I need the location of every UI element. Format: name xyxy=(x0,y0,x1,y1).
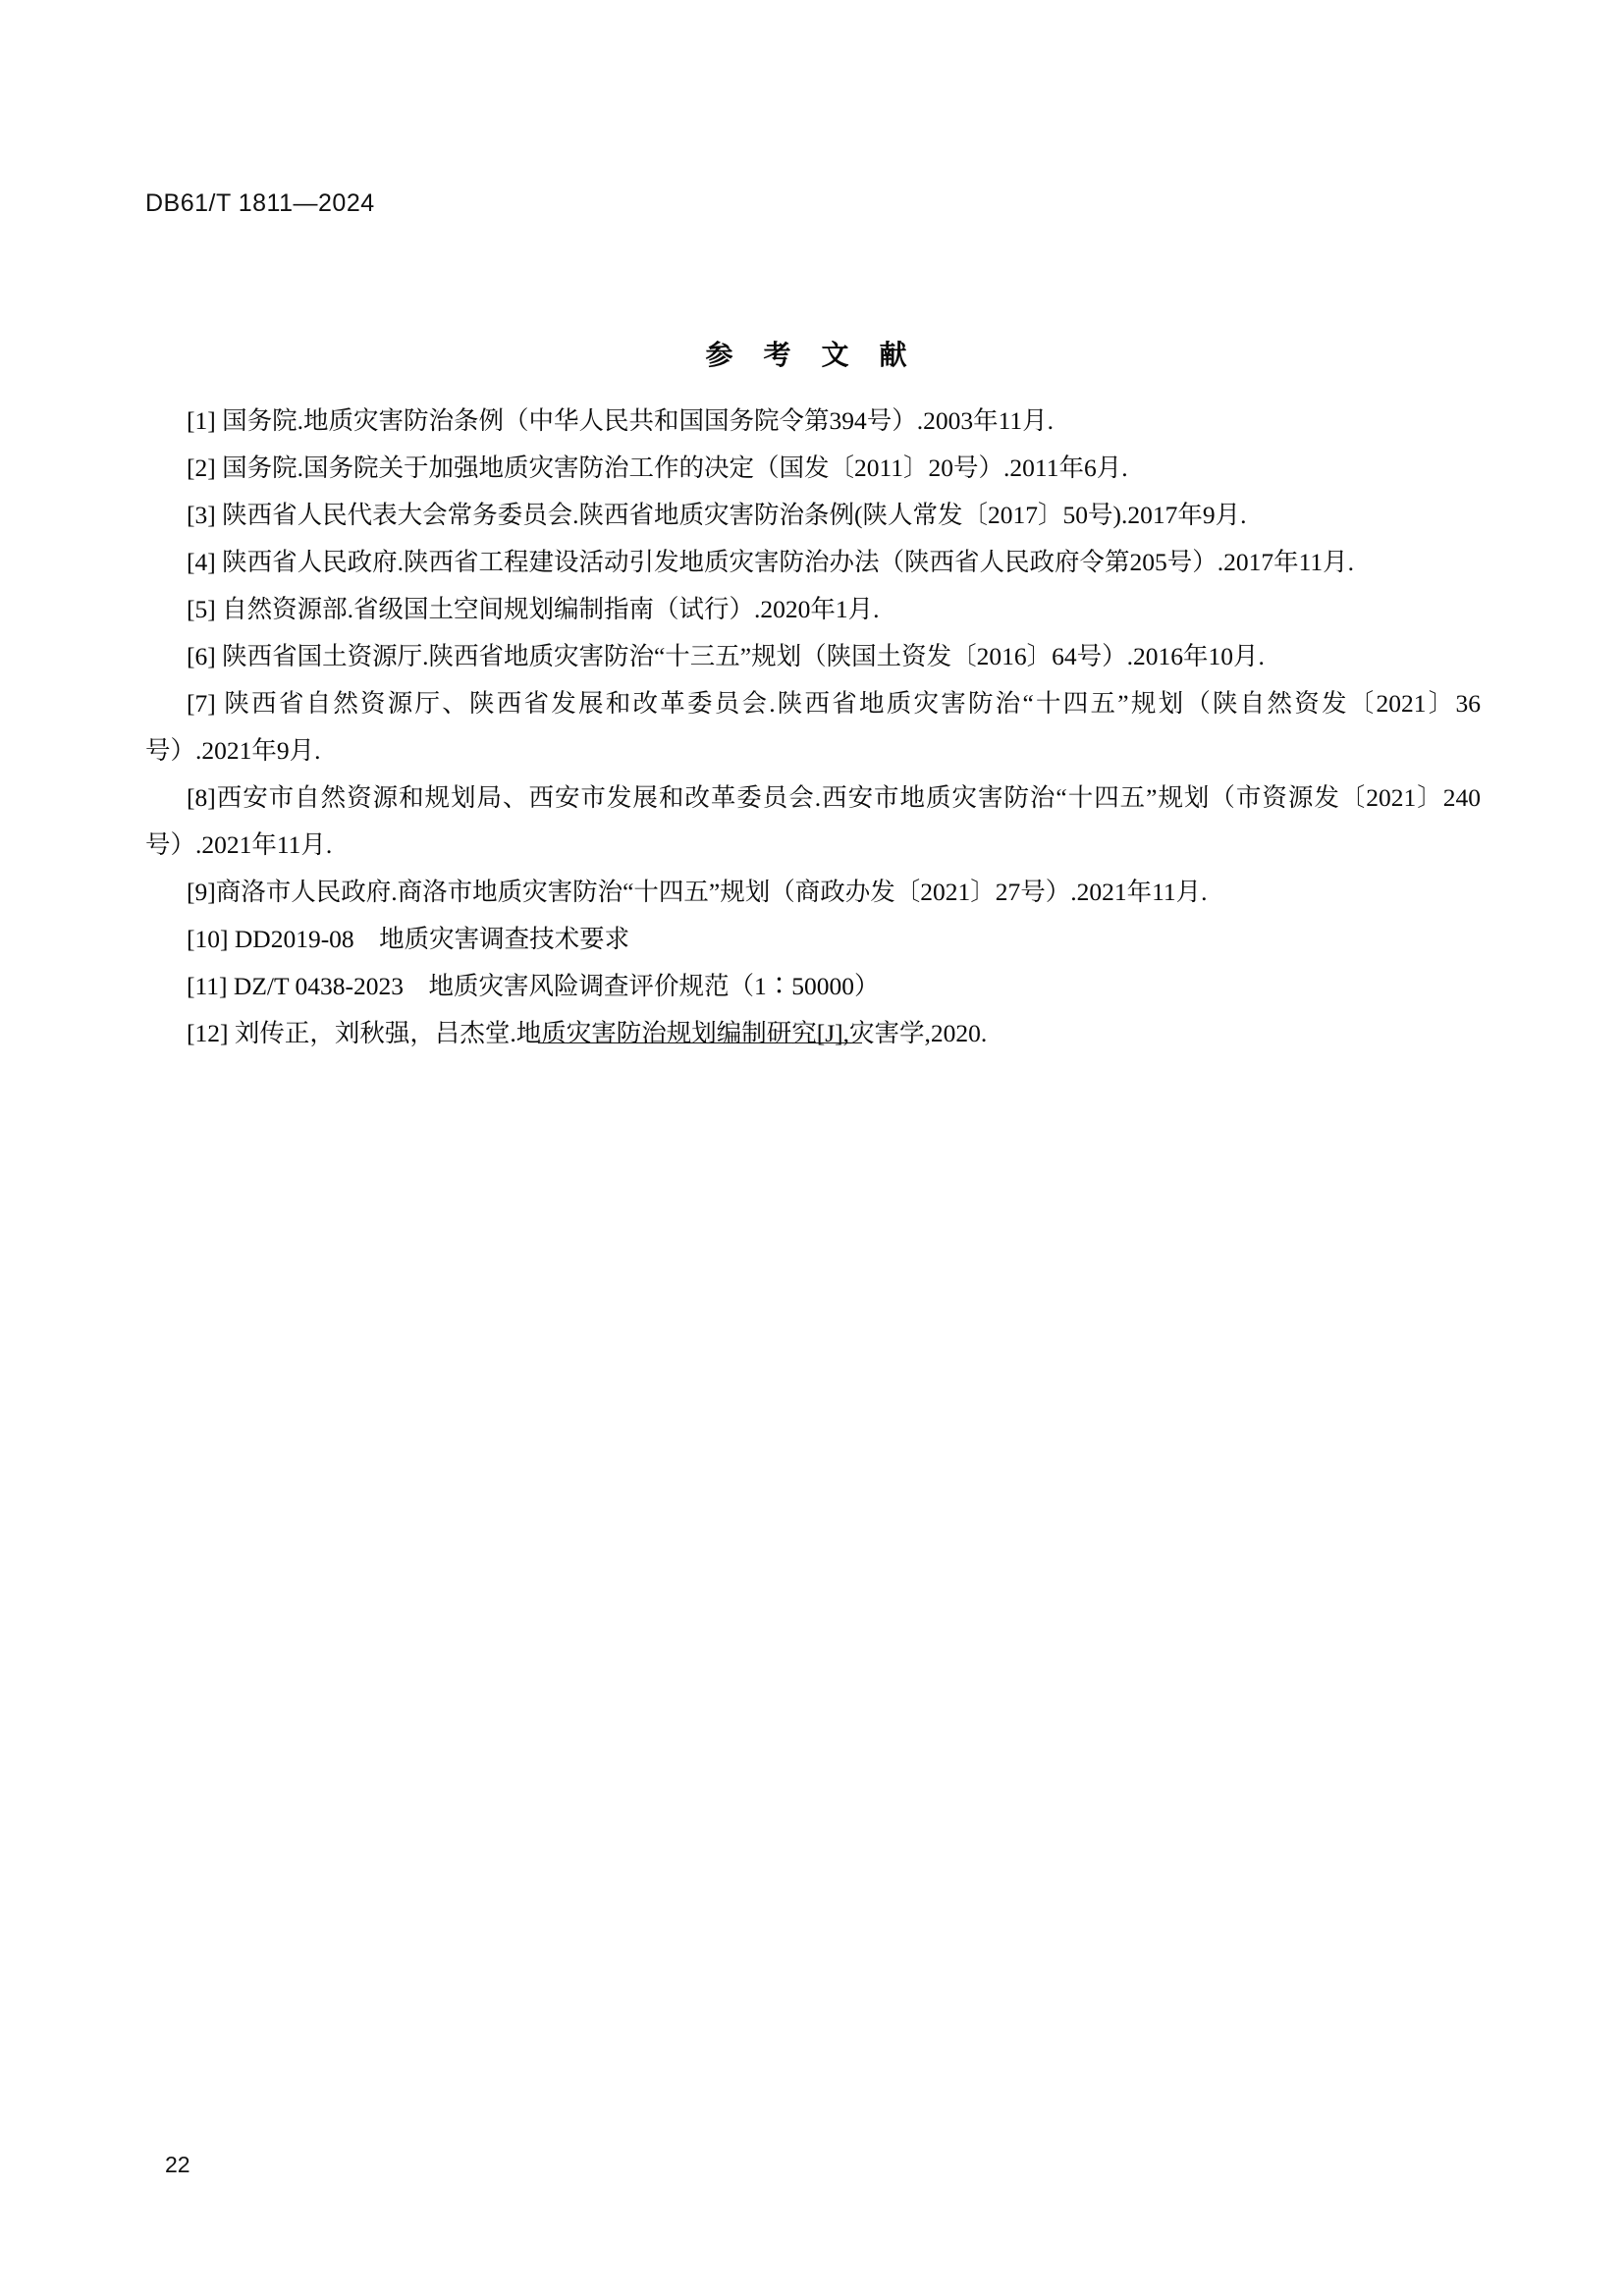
list-item: [1] 国务院.地质灾害防治条例（中华人民共和国国务院令第394号）.2003年11月. xyxy=(187,406,1055,435)
list-item: [11] DZ/T 0438-2023 地质灾害风险调查评价规范（1∶50000） xyxy=(187,972,880,1000)
list-item: [3] 陕西省人民代表大会常务委员会.陕西省地质灾害防治条例(陕人常发〔2017〕50号).2017年9月. xyxy=(187,501,1247,529)
list-item: [6] 陕西省国土资源厅.陕西省地质灾害防治“十三五”规划（陕国土资发〔2016〕64号）.2016年10月. xyxy=(187,642,1265,670)
list-item: [4] 陕西省人民政府.陕西省工程建设活动引发地质灾害防治办法（陕西省人民政府令第205号）.2017年11月. xyxy=(187,548,1355,576)
list-item: [10] DD2019-08 地质灾害调查技术要求 xyxy=(187,925,630,953)
standard-number-header: DB61/T 1811—2024 xyxy=(145,189,375,217)
page-number: 22 xyxy=(165,2152,190,2177)
list-item: [9]商洛市人民政府.商洛市地质灾害防治“十四五”规划（商政办发〔2021〕27号）.2021年11月. xyxy=(187,878,1208,906)
list-item: [12] 刘传正，刘秋强，吕杰堂.地质灾害防治规划编制研究[J],灾害学,2020. xyxy=(187,1019,988,1047)
reference-list xyxy=(145,398,1481,1057)
section-divider xyxy=(538,1042,862,1043)
list-item: [8]西安市自然资源和规划局、西安市发展和改革委员会.西安市地质灾害防治“十四五”规划（市资源发〔2021〕240号）.2021年11月. xyxy=(145,783,1481,859)
list-item: [2] 国务院.国务院关于加强地质灾害防治工作的决定（国发〔2011〕20号）.2011年6月. xyxy=(187,454,1128,482)
list-item: [5] 自然资源部.省级国土空间规划编制指南（试行）.2020年1月. xyxy=(187,595,880,623)
list-item: [7] 陕西省自然资源厅、陕西省发展和改革委员会.陕西省地质灾害防治“十四五”规划（陕自然资发〔2021〕36号）.2021年9月. xyxy=(145,689,1481,765)
page-title: 参 考 文 献 xyxy=(705,341,919,371)
